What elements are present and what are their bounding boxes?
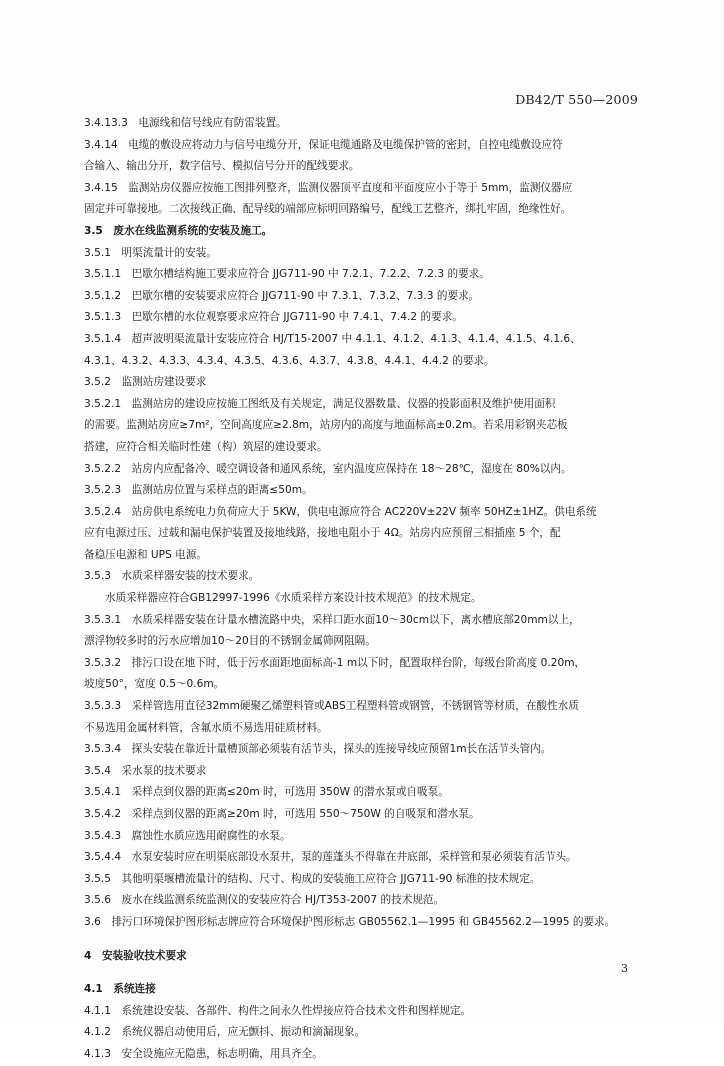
text-line: 水质采样器应符合GB12997-1996《水质采样方案设计技术规范》的技术规定。 <box>105 592 482 605</box>
text-line: 3.5.1.4 超声波明渠流量计安装应符合 HJ/T15-2007 中 4.1.1、4.1.2、4.1.3、4.1.4、4.1.5、4.1.6、 <box>84 332 581 345</box>
text-line: 备稳压电源和 UPS 电源。 <box>84 548 207 561</box>
text-line: 坡度50°，宽度 0.5～0.6m。 <box>84 678 225 691</box>
text-line: 应有电源过压、过载和漏电保护装置及接地线路，接地电阻小于 4Ω。站房内应预留三相插座 5 个，配 <box>84 527 561 540</box>
chapter-heading: 4 安装验收技术要求 <box>84 949 187 962</box>
subsection-heading: 3.5.4 采水泵的技术要求 <box>84 764 207 777</box>
text-line: 4.1.3 安全设施应无隐患，标志明确，用具齐全。 <box>84 1047 323 1060</box>
subsection-heading: 3.5.1 明渠流量计的安装。 <box>84 246 217 259</box>
text-line: 3.5.2.4 站房供电系统电力负荷应大于 5KW，供电电源应符合 AC220V±22V 频率 50HZ±1HZ。供电系统 <box>84 505 597 518</box>
text-line: 3.5.3.3 采样管选用直径32mm硬聚乙烯塑料管或ABS工程塑料管或钢管，不锈钢管等材质，在酸性水质 <box>84 700 579 713</box>
text-line: 3.5.3.4 探头安装在靠近计量槽顶部必须装有活节头，探头的连接导线应预留1m长在活节头管内。 <box>84 743 552 756</box>
text-line: 3.5.6 废水在线监测系统监测仪的安装应符合 HJ/T353-2007 的技术规范。 <box>84 894 445 907</box>
text-line: 3.5.1.3 巴歇尔槽的水位观察要求应符合 JJG711-90 中 7.4.1、7.4.2 的要求。 <box>84 311 463 324</box>
text-line: 3.5.3.2 排污口设在地下时，低于污水面距地面标高-1 m以下时，配置取样台阶，每级台阶高度 0.20m， <box>84 656 586 669</box>
text-line: 3.5.2.2 站房内应配备冷、暖空调设备和通风系统，室内温度应保持在 18～28℃，湿度在 80%以内。 <box>84 462 572 475</box>
text-line: 的需要。监测站房应≥7m²，空间高度应≥2.8m，站房内的高度与地面标高±0.2m。若采用彩钢夹芯板 <box>84 419 568 432</box>
text-line: 4.3.1、4.3.2、4.3.3、4.3.4、4.3.5、4.3.6、4.3.7、4.3.8、4.4.1、4.4.2 的要求。 <box>84 354 495 367</box>
text-line: 3.5.4.2 采样点到仪器的距离≥20m 时，可选用 550～750W 的自吸泵和潜水泵。 <box>84 808 480 820</box>
section-heading: 4.1 系统连接 <box>84 983 156 996</box>
page-number: 3 <box>621 962 628 975</box>
text-line: 3.5.5 其他明渠堰槽流量计的结构、尺寸、构成的安装施工应符合 JJG711-90 标准的技术规定。 <box>84 872 541 885</box>
subsection-heading: 3.5.3 水质采样器安装的技术要求。 <box>84 570 260 583</box>
text-line: 3.5.1.2 巴歇尔槽的安装要求应符合 JJG711-90 中 7.3.1、7.3.2、7.3.3 的要求。 <box>84 289 480 302</box>
text-line: 搭建，应符合相关临时性建（构）筑屋的建设要求。 <box>84 440 328 453</box>
text-line: 3.4.15 监测站房仪器应按施工图排列整齐，监测仪器顶平直度和平面度应小于等于 5mm，监测仪器应 <box>84 181 573 194</box>
text-line: 合输入、输出分开，数字信号、模拟信号分开的配线要求。 <box>84 160 360 173</box>
document-body <box>84 113 644 1066</box>
text-line: 固定并可靠接地。二次接线正确、配导线的端部应标明回路编号，配线工艺整齐，绑扎牢固，绝缘性好。 <box>84 203 572 216</box>
text-line: 3.5.1.1 巴歇尔槽结构施工要求应符合 JJG711-90 中 7.2.1、7.2.2、7.2.3 的要求。 <box>84 268 490 281</box>
text-line: 3.5.4.4 水泵安装时应在明渠底部设水泵井，泵的莲蓬头不得靠在井底部，采样管和泵必须装有活节头。 <box>84 851 577 864</box>
section-spacer <box>84 934 644 946</box>
text-line: 3.5.4.1 采样点到仪器的距离≤20m 时，可选用 350W 的潜水泵或自吸泵。 <box>84 786 449 799</box>
document-code: DB42/T 550—2009 <box>515 92 638 107</box>
text-line: 3.5.2.1 监测站房的建设应按施工图纸及有关规定，满足仪器数量、仪器的投影面积及维护使用面积 <box>84 397 556 410</box>
section-heading: 3.5 废水在线监测系统的安装及施工。 <box>84 224 273 237</box>
text-line: 3.5.4.3 腐蚀性水质应选用耐腐性的水泵。 <box>84 829 291 842</box>
text-line: 4.1.2 系统仪器启动使用后，应无颤抖、振动和滴漏现象。 <box>84 1026 366 1039</box>
text-line: 3.5.2.3 监测站房位置与采样点的距离≤50m。 <box>84 484 313 497</box>
subsection-heading: 3.5.2 监测站房建设要求 <box>84 376 207 389</box>
text-line: 4.1.1 系统建设安装、各部件、构件之间永久性焊接应符合技术文件和图样规定。 <box>84 1004 472 1017</box>
text-line: 不易选用金属材料管，含氟水质不易选用硅质材料。 <box>84 721 328 734</box>
text-line: 3.5.3.1 水质采样器安装在计量水槽流路中央，采样口距水面10～30cm以下，离水槽底部20mm以上， <box>84 613 580 626</box>
section-spacer <box>84 967 644 979</box>
text-line: 3.6 排污口环境保护图形标志牌应符合环境保护图形标志 GB05562.1—1995 和 GB45562.2—1995 的要求。 <box>84 915 616 928</box>
text-line: 3.4.14 电缆的敷设应将动力与信号电缆分开，保证电缆通路及电缆保护管的密封，自控电缆敷设应符 <box>84 138 563 151</box>
text-line: 漂浮物较多时的污水应增加10～20目的不锈钢金属筛网阻隔。 <box>84 635 376 648</box>
text-line: 3.4.13.3 电源线和信号线应有防雷装置。 <box>84 117 287 129</box>
